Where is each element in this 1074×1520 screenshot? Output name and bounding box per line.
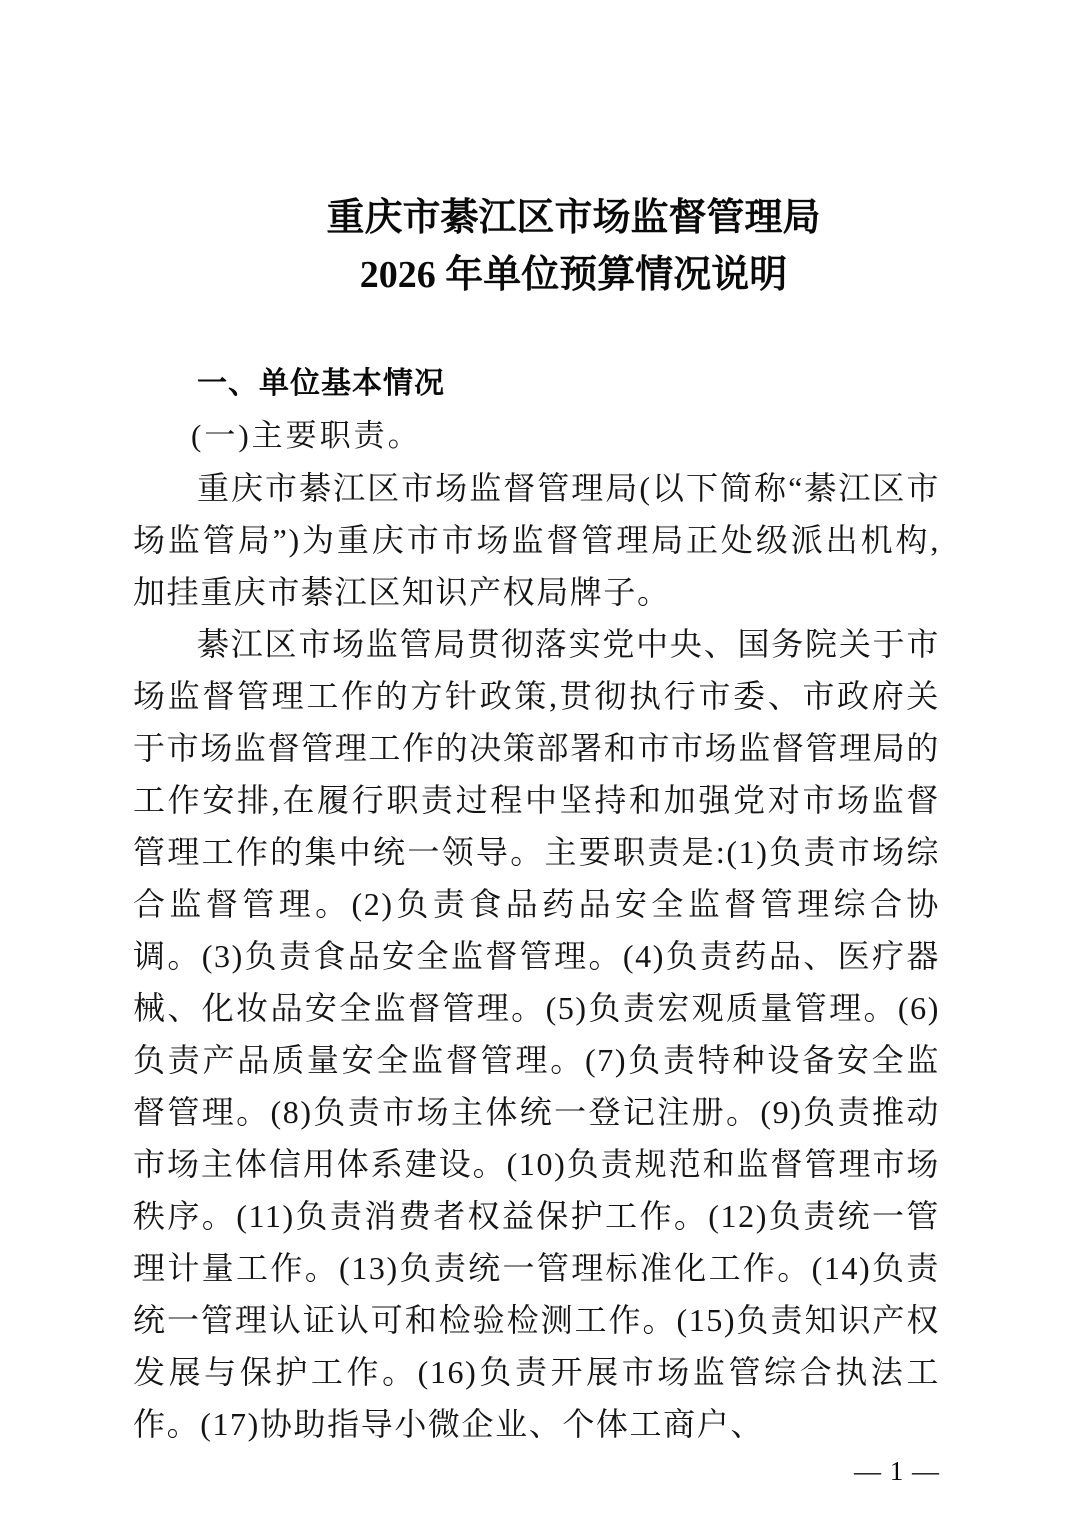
paragraph-org-overview: 重庆市綦江区市场监督管理局(以下简称“綦江区市场监管局”)为重庆市市场监督管理局正处级派出机构,加挂重庆市綦江区知识产权局牌子。	[133, 470, 940, 610]
title-line-2: 2026 年单位预算情况说明	[359, 254, 788, 296]
title-line-1: 重庆市綦江区市场监督管理局	[326, 197, 821, 239]
page-number: — 1 —	[854, 1456, 940, 1486]
document-body	[133, 358, 940, 1488]
paragraph-main-duties: 綦江区市场监管局贯彻落实党中央、国务院关于市场监督管理工作的方针政策,贯彻执行市委、市政府关于市场监督管理工作的决策部署和市市场监督管理局的工作安排,在履行职责过程中坚持和加强党对市场监督管理工作的集中统一领导。主要职责是:(1)负责市场综合监督管理。(2)负责食品药品安全监督管理综合协调。(3)负责食品安全监督管理。(4)负责药品、医疗器械、化妆品安全监督管理。(5)负责宏观质量管理。(6)负责产品质量安全监督管理。(7)负责特种设备安全监督管理。(8)负责市场主体统一登记注册。(9)负责推动市场主体信用体系建设。(10)负责规范和监督管理市场秩序。(11)负责消费者权益保护工作。(12)负责统一管理计量工作。(13)负责统一管理标准化工作。(14)负责统一管理认证认可和检验检测工作。(15)负责知识产权发展与保护工作。(16)负责开展市场监管综合执法工作。(17)协助指导小微企业、个体工商户、	[133, 626, 940, 1442]
subsection-heading: (一)主要职责。	[191, 418, 422, 453]
document-title	[170, 0, 977, 304]
section-heading: 一、单位基本情况	[197, 367, 445, 400]
